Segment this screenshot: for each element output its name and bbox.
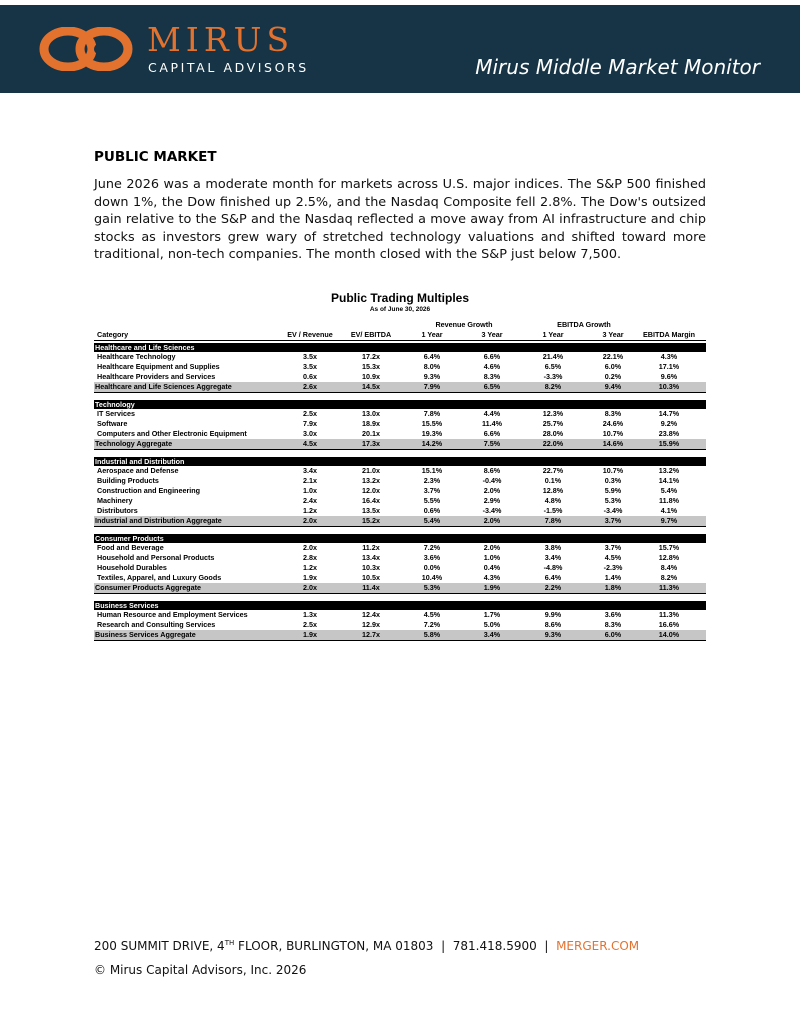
table-cell: 10.3% bbox=[658, 382, 680, 391]
category-name: Consumer Products bbox=[95, 534, 164, 543]
table-cell: 2.0% bbox=[483, 543, 501, 552]
table-cell: 5.3% bbox=[604, 496, 622, 505]
table-cell: 10.4% bbox=[421, 573, 443, 582]
row-label: Healthcare and Life Sciences Aggregate bbox=[95, 382, 232, 391]
table-cell: 0.3% bbox=[604, 476, 622, 485]
table-cell: 7.8% bbox=[544, 516, 562, 525]
table-row bbox=[94, 563, 706, 573]
table-cell: 11.3% bbox=[659, 610, 679, 619]
table-cell: -0.4% bbox=[482, 476, 502, 485]
row-label: Human Resource and Employment Services bbox=[97, 610, 248, 619]
table-cell: 2.0x bbox=[303, 583, 317, 592]
table-cell: 1.9x bbox=[303, 630, 317, 639]
table-row bbox=[94, 486, 706, 496]
table-cell: 2.5x bbox=[303, 620, 317, 629]
row-label: Healthcare Technology bbox=[97, 352, 176, 361]
table-cell: 11.3% bbox=[659, 583, 679, 592]
table-cell: 12.8% bbox=[542, 486, 564, 495]
row-label: Machinery bbox=[97, 496, 133, 505]
column-header: 3 Year bbox=[481, 330, 503, 339]
table-cell: 11.8% bbox=[659, 496, 679, 505]
column-header-row bbox=[94, 330, 706, 341]
table-cell: 4.3% bbox=[483, 573, 501, 582]
row-label: Household Durables bbox=[97, 563, 167, 572]
table-cell: 2.0% bbox=[483, 486, 501, 495]
table-cell: 8.6% bbox=[483, 466, 501, 475]
table-cell: 6.4% bbox=[423, 352, 441, 361]
table-cell: 9.9% bbox=[544, 610, 562, 619]
table-cell: 24.6% bbox=[602, 419, 624, 428]
publication-title: Mirus Middle Market Monitor bbox=[475, 55, 760, 79]
table-cell: 14.2% bbox=[421, 439, 443, 448]
aggregate-row bbox=[94, 439, 706, 450]
table-cell: 20.1x bbox=[362, 429, 380, 438]
ebitda-growth-header: EBITDA Growth bbox=[557, 320, 611, 329]
table-cell: 17.1% bbox=[658, 362, 680, 371]
table-cell: 21.4% bbox=[542, 352, 564, 361]
table-cell: 0.2% bbox=[604, 372, 622, 381]
table-cell: 25.7% bbox=[542, 419, 564, 428]
table-cell: 2.4x bbox=[303, 496, 317, 505]
row-label: Healthcare Equipment and Supplies bbox=[97, 362, 220, 371]
table-cell: 9.2% bbox=[660, 419, 678, 428]
table-cell: 1.7% bbox=[483, 610, 501, 619]
column-header: 1 Year bbox=[542, 330, 564, 339]
table-cell: 15.2x bbox=[362, 516, 380, 525]
table-cell: 6.5% bbox=[544, 362, 562, 371]
table-cell: 10.5x bbox=[362, 573, 380, 582]
category-header-row bbox=[94, 534, 706, 543]
revenue-growth-header: Revenue Growth bbox=[435, 320, 493, 329]
table-cell: 2.9% bbox=[483, 496, 501, 505]
phone-number: 781.418.5900 bbox=[452, 939, 537, 953]
table-row bbox=[94, 573, 706, 583]
table-cell: 1.2x bbox=[303, 563, 317, 572]
table-cell: 13.0x bbox=[362, 409, 380, 418]
table-cell: -1.5% bbox=[543, 506, 563, 515]
table-cell: 2.6x bbox=[303, 382, 317, 391]
row-label: Industrial and Distribution Aggregate bbox=[95, 516, 222, 525]
table-cell: 16.4x bbox=[362, 496, 380, 505]
table-cell: 15.9% bbox=[658, 439, 680, 448]
column-header: EV/ EBITDA bbox=[350, 330, 392, 339]
table-cell: 3.7% bbox=[604, 516, 622, 525]
table-cell: 7.9x bbox=[303, 419, 317, 428]
row-label: Consumer Products Aggregate bbox=[95, 583, 201, 592]
section-heading: PUBLIC MARKET bbox=[94, 149, 217, 165]
intro-paragraph: June 2026 was a moderate month for markets across U.S. major indices. The S&P 500 finished down 1%, the Dow finished up 2.5%, and the Nasdaq Composite fell 2.8%. The Dow's outsized gain relative to the S&P and the Nasdaq reflected a move away from AI infrastructure and chip stocks as investors grew wary of stretched technology valuations and shifted toward more traditional, non-tech companies. The month closed with the S&P just below 7,500. bbox=[94, 177, 706, 262]
column-header: Category bbox=[97, 330, 129, 339]
table-cell: 2.0x bbox=[303, 516, 317, 525]
table-cell: 7.9% bbox=[423, 382, 441, 391]
aggregate-row bbox=[94, 583, 706, 594]
table-row bbox=[94, 372, 706, 382]
aggregate-row bbox=[94, 382, 706, 393]
table-row bbox=[94, 610, 706, 620]
table-cell: 4.8% bbox=[544, 496, 562, 505]
table-cell: 5.0% bbox=[483, 620, 501, 629]
table-row bbox=[94, 466, 706, 476]
table-cell: 3.6% bbox=[423, 553, 441, 562]
table-cell: 16.6% bbox=[658, 620, 680, 629]
column-header: EBITDA Margin bbox=[642, 330, 696, 339]
table-cell: 2.3% bbox=[423, 476, 441, 485]
table-row bbox=[94, 352, 706, 362]
table-cell: 11.2x bbox=[362, 543, 380, 552]
table-cell: 13.5x bbox=[362, 506, 380, 515]
row-label: Business Services Aggregate bbox=[95, 630, 196, 639]
table-cell: 19.3% bbox=[421, 429, 443, 438]
table-cell: 22.0% bbox=[542, 439, 564, 448]
row-label: Research and Consulting Services bbox=[97, 620, 216, 629]
table-cell: 17.2x bbox=[362, 352, 380, 361]
table-cell: 8.2% bbox=[544, 382, 562, 391]
table-cell: 18.9x bbox=[362, 419, 380, 428]
table-cell: 3.7% bbox=[604, 543, 622, 552]
table-cell: 13.2% bbox=[658, 466, 680, 475]
table-cell: 10.7% bbox=[602, 429, 624, 438]
table-row bbox=[94, 543, 706, 553]
row-label: Distributors bbox=[97, 506, 138, 515]
table-cell: 5.4% bbox=[423, 516, 441, 525]
table-cell: 9.6% bbox=[660, 372, 678, 381]
table-cell: 0.0% bbox=[423, 563, 441, 572]
category-header-row bbox=[94, 457, 706, 466]
row-label: Aerospace and Defense bbox=[97, 466, 179, 475]
category-name: Healthcare and Life Sciences bbox=[95, 343, 195, 352]
table-cell: 5.5% bbox=[423, 496, 441, 505]
table-cell: 14.1% bbox=[658, 476, 680, 485]
table-cell: 15.3x bbox=[362, 362, 380, 371]
table-cell: 9.4% bbox=[604, 382, 622, 391]
table-cell: 6.5% bbox=[483, 382, 501, 391]
table-cell: 2.1x bbox=[303, 476, 317, 485]
table-cell: 8.3% bbox=[604, 409, 622, 418]
table-cell: 6.4% bbox=[544, 573, 562, 582]
category-name: Industrial and Distribution bbox=[95, 457, 185, 466]
table-cell: 4.1% bbox=[660, 506, 678, 515]
row-label: IT Services bbox=[97, 409, 135, 418]
aggregate-row bbox=[94, 630, 706, 641]
table-cell: 7.8% bbox=[423, 409, 441, 418]
table-cell: 22.1% bbox=[602, 352, 624, 361]
table-cell: 6.0% bbox=[604, 630, 622, 639]
table-row bbox=[94, 419, 706, 429]
page-header bbox=[0, 5, 800, 93]
table-cell: 10.9x bbox=[362, 372, 380, 381]
category-name: Technology bbox=[95, 400, 135, 409]
table-cell: 11.4% bbox=[482, 419, 502, 428]
table-cell: 7.5% bbox=[483, 439, 501, 448]
table-cell: 12.7x bbox=[362, 630, 380, 639]
table-cell: 3.4% bbox=[544, 553, 562, 562]
row-label: Healthcare Providers and Services bbox=[97, 372, 216, 381]
column-header: 1 Year bbox=[421, 330, 443, 339]
table-cell: 28.0% bbox=[542, 429, 564, 438]
table-cell: 2.0% bbox=[483, 516, 501, 525]
table-cell: 3.0x bbox=[303, 429, 317, 438]
table-row bbox=[94, 496, 706, 506]
separator: | bbox=[544, 939, 549, 953]
category-name: Business Services bbox=[95, 601, 159, 610]
table-cell: 3.6% bbox=[604, 610, 622, 619]
table-cell: 3.5x bbox=[303, 362, 317, 371]
table-cell: 4.6% bbox=[483, 362, 501, 371]
table-cell: 2.5x bbox=[303, 409, 317, 418]
table-cell: 11.4x bbox=[362, 583, 380, 592]
table-cell: 9.3% bbox=[544, 630, 562, 639]
table-cell: 0.1% bbox=[544, 476, 562, 485]
row-label: Software bbox=[97, 419, 128, 428]
website-link[interactable]: MERGER.COM bbox=[556, 939, 640, 953]
table-cell: 12.4x bbox=[362, 610, 380, 619]
table-cell: 12.8% bbox=[658, 553, 680, 562]
copyright: © Mirus Capital Advisors, Inc. 2026 bbox=[94, 963, 307, 977]
address-ordinal: TH bbox=[224, 939, 235, 947]
table-cell: 2.2% bbox=[544, 583, 562, 592]
table-cell: 4.3% bbox=[660, 352, 678, 361]
table-cell: 14.6% bbox=[602, 439, 624, 448]
table-cell: 4.4% bbox=[483, 409, 501, 418]
table-row bbox=[94, 362, 706, 372]
table-cell: -3.3% bbox=[543, 372, 563, 381]
table-cell: -3.4% bbox=[482, 506, 502, 515]
row-label: Computers and Other Electronic Equipment bbox=[97, 429, 247, 438]
footer-address bbox=[94, 939, 639, 953]
table-cell: -4.8% bbox=[543, 563, 563, 572]
table-cell: 15.7% bbox=[658, 543, 680, 552]
column-header: EV / Revenue bbox=[287, 330, 333, 339]
row-label: Textiles, Apparel, and Luxury Goods bbox=[97, 573, 222, 582]
table-cell: 7.2% bbox=[423, 543, 441, 552]
table-cell: 14.0% bbox=[658, 630, 680, 639]
table-row bbox=[94, 553, 706, 563]
table-cell: 4.5x bbox=[303, 439, 317, 448]
table-cell: 3.4% bbox=[483, 630, 501, 639]
row-label: Construction and Engineering bbox=[97, 486, 201, 495]
table-cell: 0.4% bbox=[483, 563, 501, 572]
table-cell: 0.6% bbox=[423, 506, 441, 515]
table-row bbox=[94, 620, 706, 630]
category-header-row bbox=[94, 343, 706, 352]
table-cell: 22.7% bbox=[542, 466, 564, 475]
table-cell: 7.2% bbox=[423, 620, 441, 629]
address-rest: FLOOR, BURLINGTON, MA 01803 bbox=[234, 939, 434, 953]
table-cell: 10.7% bbox=[602, 466, 624, 475]
table-cell: 6.0% bbox=[604, 362, 622, 371]
row-label: Food and Beverage bbox=[97, 543, 164, 552]
table-cell: 14.7% bbox=[658, 409, 680, 418]
table-cell: 5.4% bbox=[660, 486, 678, 495]
table-cell: 1.0% bbox=[483, 553, 501, 562]
category-header-row bbox=[94, 400, 706, 409]
table-cell: 8.6% bbox=[544, 620, 562, 629]
trading-multiples-table bbox=[94, 320, 706, 641]
table-cell: 6.6% bbox=[483, 429, 501, 438]
table-cell: 8.4% bbox=[660, 563, 678, 572]
table-cell: 1.9x bbox=[303, 573, 317, 582]
table-cell: 12.9x bbox=[362, 620, 380, 629]
table-cell: 13.4x bbox=[362, 553, 380, 562]
table-cell: 4.5% bbox=[423, 610, 441, 619]
table-cell: 1.3x bbox=[303, 610, 317, 619]
table-cell: 8.0% bbox=[423, 362, 441, 371]
table-cell: -2.3% bbox=[603, 563, 623, 572]
table-cell: 1.2x bbox=[303, 506, 317, 515]
table-cell: 9.3% bbox=[423, 372, 441, 381]
table-title: Public Trading Multiples bbox=[330, 291, 469, 305]
table-cell: 1.8% bbox=[604, 583, 622, 592]
table-cell: 17.3x bbox=[362, 439, 380, 448]
table-cell: 4.5% bbox=[604, 553, 622, 562]
mirus-logo-icon bbox=[38, 27, 138, 71]
table-cell: 10.3x bbox=[362, 563, 380, 572]
table-cell: 12.0x bbox=[362, 486, 380, 495]
table-row bbox=[94, 429, 706, 439]
table-cell: 8.2% bbox=[660, 573, 678, 582]
separator: | bbox=[441, 939, 446, 953]
category-header-row bbox=[94, 601, 706, 610]
table-cell: 3.5x bbox=[303, 352, 317, 361]
table-cell: 23.8% bbox=[658, 429, 680, 438]
table-cell: 15.1% bbox=[421, 466, 443, 475]
table-cell: 2.8x bbox=[303, 553, 317, 562]
table-row bbox=[94, 409, 706, 419]
table-cell: 14.5x bbox=[362, 382, 380, 391]
table-cell: 6.6% bbox=[483, 352, 501, 361]
row-label: Technology Aggregate bbox=[95, 439, 173, 448]
group-header-row bbox=[94, 320, 706, 330]
table-cell: 15.5% bbox=[421, 419, 443, 428]
table-cell: 5.9% bbox=[604, 486, 622, 495]
address-street: 200 SUMMIT DRIVE, 4 bbox=[94, 939, 225, 953]
table-cell: 21.0x bbox=[362, 466, 380, 475]
table-cell: 5.8% bbox=[423, 630, 441, 639]
table-cell: 9.7% bbox=[660, 516, 678, 525]
table-cell: 3.4x bbox=[303, 466, 317, 475]
table-cell: 8.3% bbox=[604, 620, 622, 629]
table-subtitle: As of June 30, 2026 bbox=[369, 306, 431, 313]
row-label: Building Products bbox=[97, 476, 159, 485]
table-row bbox=[94, 476, 706, 486]
column-header: 3 Year bbox=[602, 330, 624, 339]
table-cell: 12.3% bbox=[542, 409, 564, 418]
table-cell: 5.3% bbox=[423, 583, 441, 592]
table-cell: 8.3% bbox=[483, 372, 501, 381]
brand-name: MIRUS bbox=[147, 20, 295, 59]
aggregate-row bbox=[94, 516, 706, 527]
table-cell: 2.0x bbox=[303, 543, 317, 552]
row-label: Household and Personal Products bbox=[97, 553, 215, 562]
table-cell: 13.2x bbox=[362, 476, 380, 485]
table-cell: 3.7% bbox=[423, 486, 441, 495]
table-cell: -3.4% bbox=[603, 506, 623, 515]
table-cell: 0.6x bbox=[303, 372, 317, 381]
table-cell: 3.8% bbox=[544, 543, 562, 552]
table-row bbox=[94, 506, 706, 516]
table-cell: 1.9% bbox=[483, 583, 501, 592]
table-cell: 1.0x bbox=[303, 486, 317, 495]
brand-subtitle: CAPITAL ADVISORS bbox=[148, 60, 309, 75]
table-body bbox=[94, 341, 706, 641]
table-cell: 1.4% bbox=[604, 573, 622, 582]
